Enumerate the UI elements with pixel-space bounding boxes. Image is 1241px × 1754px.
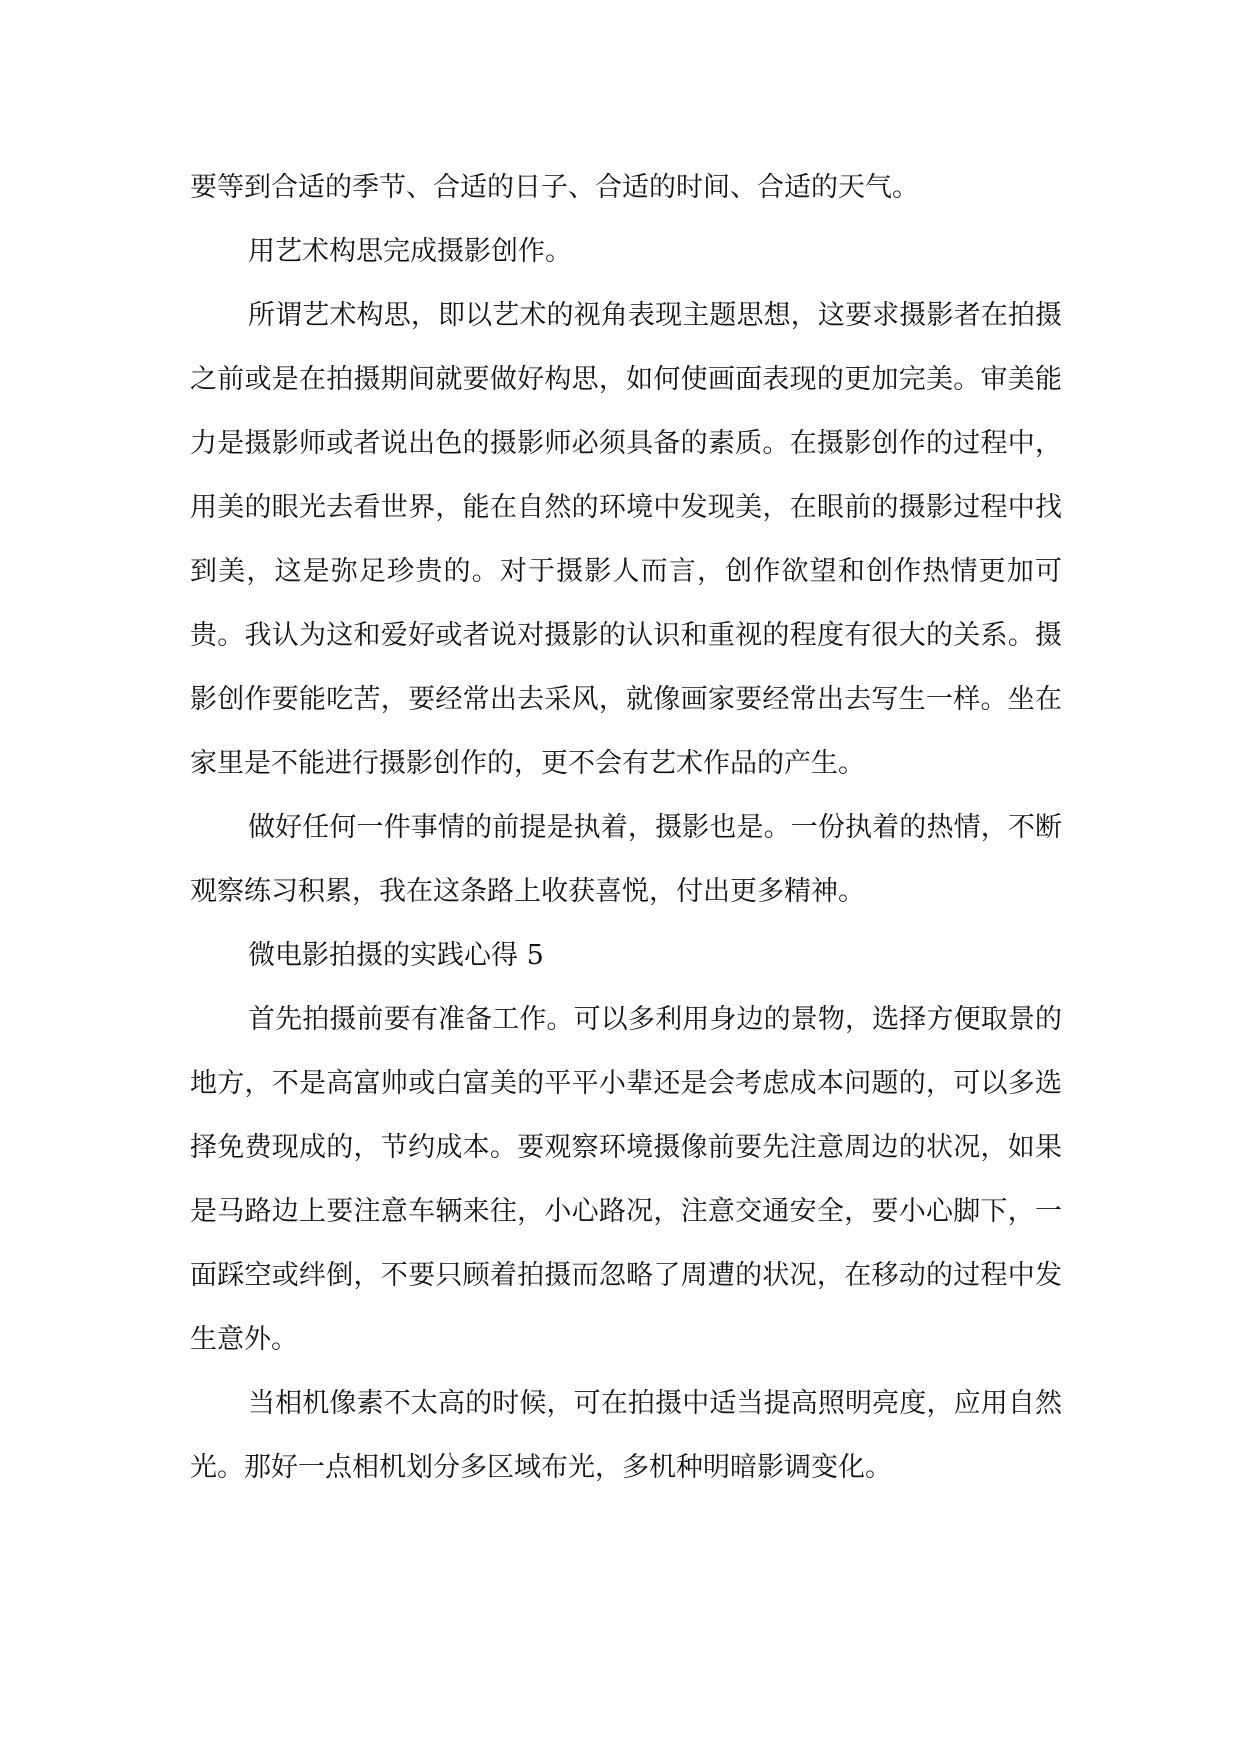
text-line: 的摄影过程中找到美，这是弥足珍贵的。对于摄影人而言，创作欲望: [190, 492, 1063, 587]
text-line: 拍摄之前或是在拍摄期间就要做好构思，如何使画面表现的更加完美。: [190, 300, 1063, 395]
text-line: 所谓艺术构思，即以艺术的视角表现主题思想，这要求摄影者在: [248, 300, 1008, 331]
text-line: 审美能力是摄影师或者说出色的摄影师必须具备的素质。在摄影创作: [190, 364, 1063, 459]
text-line: 做好任何一件事情的前提是执着，摄影也是。一份执着的热情，: [248, 812, 1008, 843]
text-line: 要经常出去写生一样。坐在家里是不能进行摄影创作的，更不会有艺: [190, 684, 1063, 779]
text-line: 景的地方，不是高富帅或白富美的平平小辈还是会考虑成本问题的，: [190, 1004, 1063, 1099]
text-line: 术作品的产生。: [676, 748, 865, 779]
paragraph-preparation: [190, 988, 1062, 1372]
text-line: 的过程中，用美的眼光去看世界，能在自然的环境中发现美，在眼前: [190, 428, 1063, 523]
text-line: 自然光。那好一点相机划分多区域布光，多机种明暗影调变化。: [190, 1388, 1063, 1483]
text-line: 微电影拍摄的实践心得 5: [248, 940, 544, 971]
paragraph-persistence: [190, 796, 1062, 924]
text-line: 要等到合适的季节、合适的日子、合适的时间、合适的天气。: [190, 172, 919, 203]
text-line: 首先拍摄前要有准备工作。可以多利用身边的景物，选择方便取: [248, 1004, 1008, 1035]
paragraph-art-concept: [190, 284, 1062, 796]
text-line: 要小心脚下，一面踩空或绊倒，不要只顾着拍摄而忽略了周遭的状况，: [190, 1196, 1063, 1291]
text-line: 在移动的过程中发生意外。: [190, 1260, 1063, 1355]
text-line: 程度有很大的关系。摄影创作要能吃苦，要经常出去采风，就像画家: [190, 620, 1063, 715]
paragraph-continuation: [190, 156, 1062, 220]
document-body: [190, 156, 1062, 1500]
text-line: 可以多选择免费现成的，节约成本。要观察环境摄像前要先注意周边: [190, 1068, 1063, 1163]
text-line: 当相机像素不太高的时候，可在拍摄中适当提高照明亮度，应用: [248, 1388, 1008, 1419]
text-line: 不断观察练习积累，我在这条路上收获喜悦，付出更多精神。: [190, 812, 1063, 907]
paragraph-heading-art-concept: [190, 220, 1062, 284]
section-title: [190, 924, 1062, 988]
text-line: 和创作热情更加可贵。我认为这和爱好或者说对摄影的认识和重视的: [190, 556, 1063, 651]
text-line: 用艺术构思完成摄影创作。: [248, 236, 572, 267]
paragraph-lighting: [190, 1372, 1062, 1500]
text-line: 的状况，如果是马路边上要注意车辆来往，小心路况，注意交通安全，: [190, 1132, 1063, 1227]
